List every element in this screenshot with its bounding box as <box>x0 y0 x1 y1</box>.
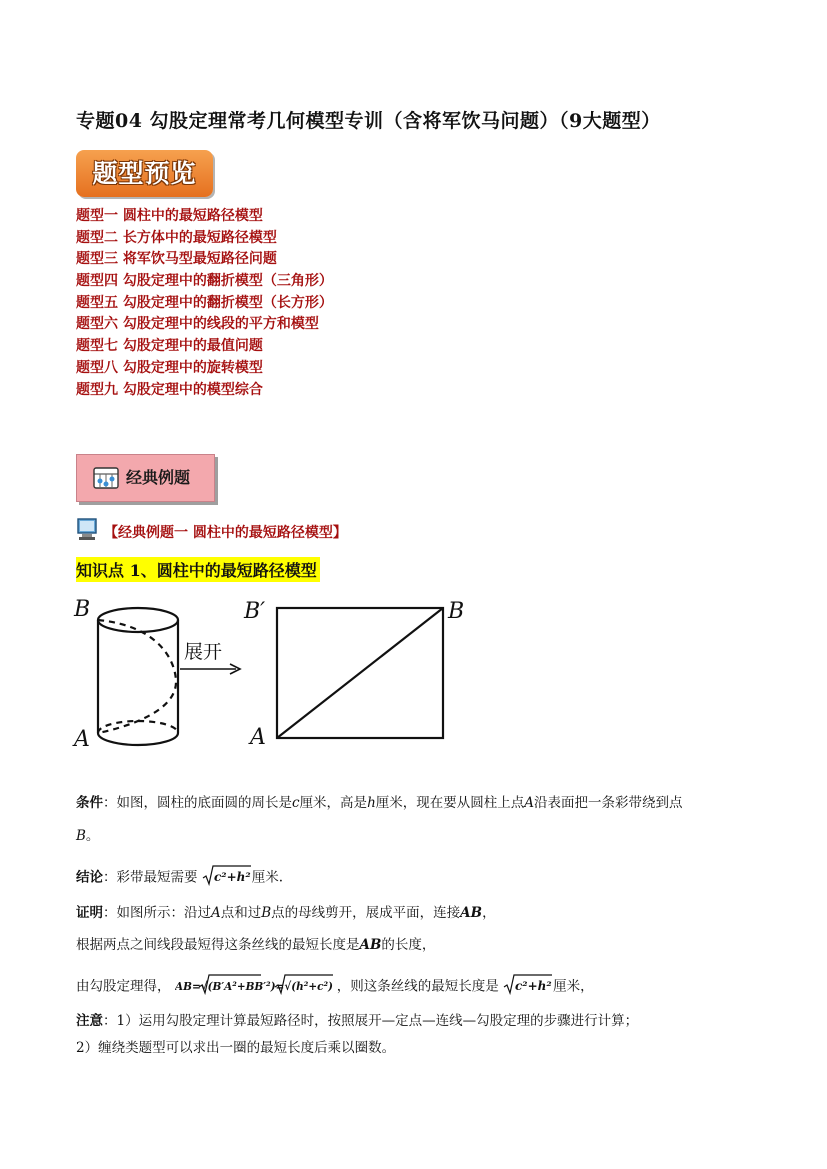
preview-badge-label: 题型预览 <box>92 159 197 188</box>
conclusion-text: ：彩带最短需要 <box>103 869 198 886</box>
proof-text: 根据两点之间线段最短得这条丝线的最短长度是 <box>76 937 360 953</box>
proof-text: ，则这条丝线的最短长度是 <box>336 978 499 995</box>
conclusion-line <box>76 864 283 892</box>
label-A: A <box>74 727 90 752</box>
toc-item-8[interactable]: 题型八 勾股定理中的旋转模型 <box>76 359 263 376</box>
note-line-1 <box>76 1011 638 1031</box>
proof-text: 点和过 <box>220 905 262 921</box>
unfold-label: 展开 <box>184 641 223 663</box>
condition-text: 厘米，高是 <box>299 795 368 811</box>
toc-item-3[interactable]: 题型三 将军饮马型最短路径问题 <box>76 251 277 268</box>
toc-item-9[interactable]: 题型九 勾股定理中的模型综合 <box>76 381 263 398</box>
note-text: ：1）运用勾股定理计算最短路径时，按照展开—定点—连线—勾股定理的步骤进行计算； <box>103 1013 639 1029</box>
section-heading-text: 【经典例题一 圆柱中的最短路径模型】 <box>104 525 347 541</box>
example-badge-label: 经典例题 <box>126 468 191 487</box>
proof-label: 证明 <box>76 905 103 921</box>
var-B: B <box>76 828 86 844</box>
proof-text: 厘米， <box>553 978 594 995</box>
proof-text: 点的母线剪开，展成平面，连接 <box>271 905 461 921</box>
sqrt-formula <box>503 973 553 1001</box>
preview-badge <box>76 150 213 197</box>
proof-line-3 <box>76 973 594 1001</box>
proof-line-2 <box>76 935 435 955</box>
cylinder-unfold-figure <box>72 594 472 754</box>
sqrt-formula <box>202 864 252 892</box>
label-B: B <box>74 597 91 622</box>
label-B-prime: B′ <box>244 599 266 624</box>
var-h: h <box>367 795 376 811</box>
toc-item-5[interactable]: 题型五 勾股定理中的翻折模型（长方形） <box>76 294 333 311</box>
proof-text: ， <box>482 905 496 921</box>
condition-text: 。 <box>85 828 100 844</box>
label-A-right: A <box>250 725 266 750</box>
condition-text: ：如图，圆柱的底面圆的周长是 <box>103 795 292 811</box>
condition-text: 厘米，现在要从圆柱上点 <box>375 795 525 811</box>
note-label: 注意 <box>76 1013 103 1029</box>
proof-text: ：如图所示：沿过 <box>103 905 211 921</box>
conclusion-label: 结论 <box>76 869 103 886</box>
proof-line-1 <box>76 903 496 923</box>
pythagoras-formula <box>175 973 337 1001</box>
toc-item-4[interactable]: 题型四 勾股定理中的翻折模型（三角形） <box>76 273 333 290</box>
toc-item-6[interactable]: 题型六 勾股定理中的线段的平方和模型 <box>76 316 319 333</box>
toc-list <box>76 206 333 401</box>
sqrt-content: c²+h² <box>515 979 552 993</box>
proof-text: 由勾股定理得， <box>76 978 171 995</box>
knowledge-point-heading: 知识点 1、圆柱中的最短路径模型 <box>76 557 320 582</box>
condition-line-1 <box>76 793 683 813</box>
var-c: c <box>292 795 300 811</box>
var-B: B <box>261 905 272 921</box>
note-line-2: 2）缠绕类题型可以求出一圈的最短长度后乘以圈数。 <box>76 1040 396 1056</box>
var-A: A <box>524 795 535 811</box>
label-B-right: B <box>448 599 465 624</box>
segment-AB: AB <box>359 937 382 953</box>
computer-icon <box>76 517 100 541</box>
var-A: A <box>211 905 221 921</box>
page-title: 专题04 勾股定理常考几何模型专训（含将军饮马问题）（9大题型） <box>76 110 661 132</box>
toc-item-1[interactable]: 题型一 圆柱中的最短路径模型 <box>76 208 263 224</box>
pythagoras-formula-text: AB=√(B′A²+BB′²)=√(h²+c²) <box>174 979 333 993</box>
proof-text: 的长度， <box>381 937 436 953</box>
sqrt-content: c²+h² <box>213 870 251 884</box>
conclusion-text: 厘米. <box>251 869 284 886</box>
condition-line-2 <box>76 826 99 846</box>
toc-item-7[interactable]: 题型七 勾股定理中的最值问题 <box>76 338 263 355</box>
segment-AB: AB <box>460 905 483 921</box>
condition-text: 沿表面把一条彩带绕到点 <box>534 795 683 811</box>
example-badge <box>76 454 215 502</box>
condition-label: 条件 <box>76 795 103 811</box>
toc-item-2[interactable]: 题型二 长方体中的最短路径模型 <box>76 229 277 246</box>
abacus-icon <box>93 465 119 491</box>
